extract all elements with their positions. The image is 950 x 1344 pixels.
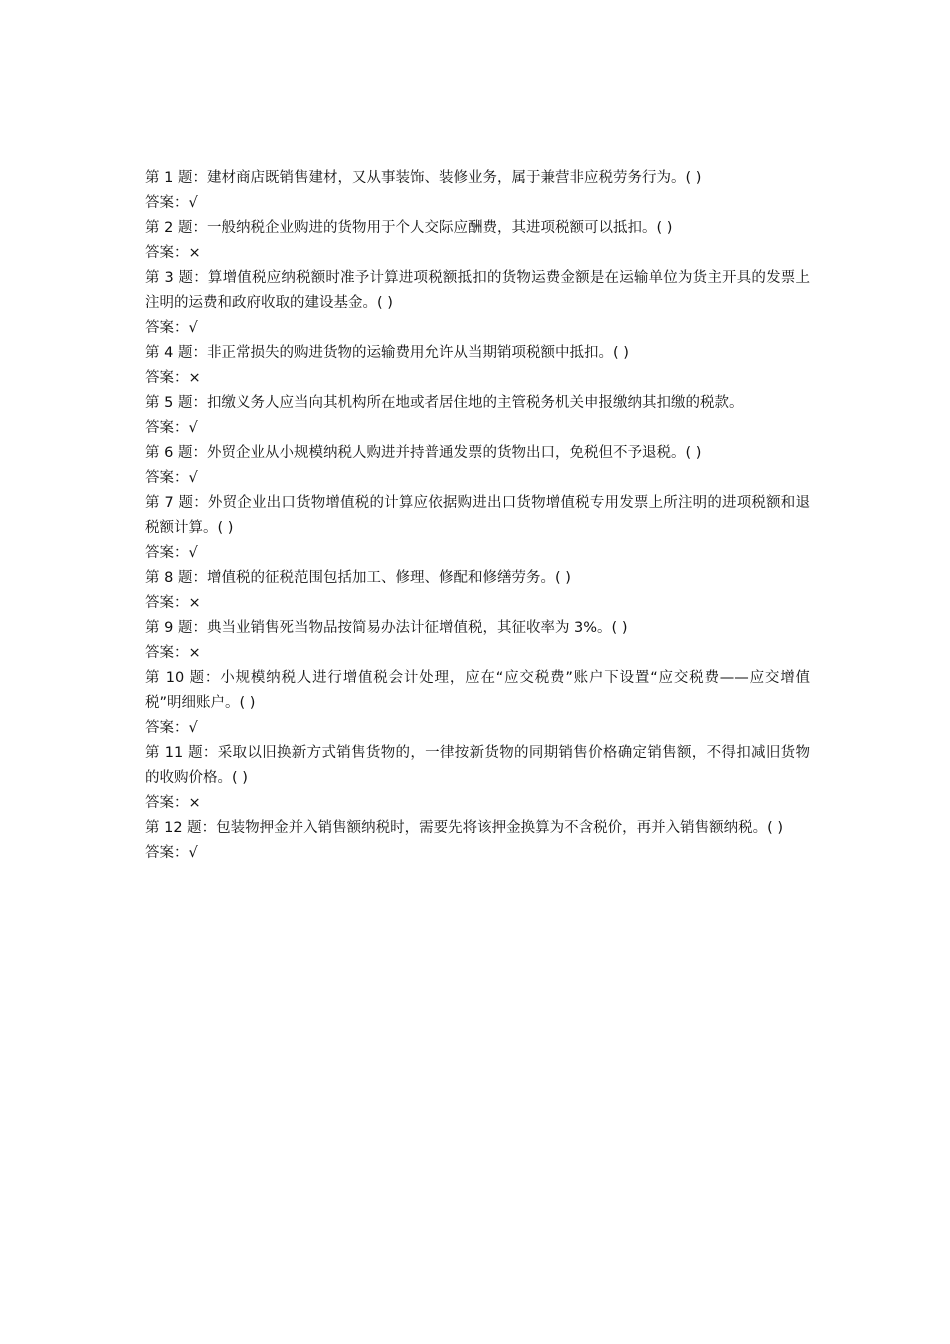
answer-text: 答案：√: [145, 420, 198, 436]
answer-text: 答案：√: [145, 195, 198, 211]
question-text: 第 12 题：包装物押金并入销售额纳税时，需要先将该押金换算为不含税价，再并入销售额纳税。( ): [145, 820, 784, 836]
question-text: 第 11 题：采取以旧换新方式销售货物的，一律按新货物的同期销售价格确定销售额，不得扣减旧货物的收购价格。( ): [145, 745, 810, 786]
answer-text: 答案：√: [145, 320, 198, 336]
question-item: [145, 566, 810, 616]
question-text: 第 1 题：建材商店既销售建材，又从事装饰、装修业务，属于兼营非应税劳务行为。( ): [145, 170, 702, 186]
question-item: [145, 491, 810, 566]
answer-text: 答案：√: [145, 845, 198, 861]
answer-text: 答案：×: [145, 370, 201, 386]
document-body: [145, 166, 810, 866]
question-item: [145, 266, 810, 341]
question-item: [145, 616, 810, 666]
question-item: [145, 666, 810, 741]
question-text: 第 7 题：外贸企业出口货物增值税的计算应依据购进出口货物增值税专用发票上所注明的进项税额和退税额计算。( ): [145, 495, 810, 536]
answer-text: 答案：×: [145, 245, 201, 261]
question-item: [145, 166, 810, 216]
answer-text: 答案：×: [145, 645, 201, 661]
question-item: [145, 391, 810, 441]
question-text: 第 6 题：外贸企业从小规模纳税人购进并持普通发票的货物出口，免税但不予退税。( ): [145, 445, 702, 461]
question-text: 第 9 题：典当业销售死当物品按简易办法计征增值税，其征收率为 3%。( ): [145, 620, 628, 636]
question-text: 第 2 题：一般纳税企业购进的货物用于个人交际应酬费，其进项税额可以抵扣。( ): [145, 220, 673, 236]
question-text: 第 5 题：扣缴义务人应当向其机构所在地或者居住地的主管税务机关申报缴纳其扣缴的税款。: [145, 395, 744, 411]
answer-text: 答案：√: [145, 545, 198, 561]
question-text: 第 3 题：算增值税应纳税额时准予计算进项税额抵扣的货物运费金额是在运输单位为货主开具的发票上注明的运费和政府收取的建设基金。( ): [145, 270, 810, 311]
question-item: [145, 741, 810, 816]
question-text: 第 10 题：小规模纳税人进行增值税会计处理，应在“应交税费”账户下设置“应交税费——应交增值税”明细账户。( ): [145, 670, 810, 711]
answer-text: 答案：√: [145, 470, 198, 486]
question-text: 第 4 题：非正常损失的购进货物的运输费用允许从当期销项税额中抵扣。( ): [145, 345, 629, 361]
answer-text: 答案：×: [145, 595, 201, 611]
question-item: [145, 216, 810, 266]
question-item: [145, 441, 810, 491]
answer-text: 答案：√: [145, 720, 198, 736]
question-item: [145, 816, 810, 866]
answer-text: 答案：×: [145, 795, 201, 811]
question-text: 第 8 题：增值税的征税范围包括加工、修理、修配和修缮劳务。( ): [145, 570, 571, 586]
question-item: [145, 341, 810, 391]
